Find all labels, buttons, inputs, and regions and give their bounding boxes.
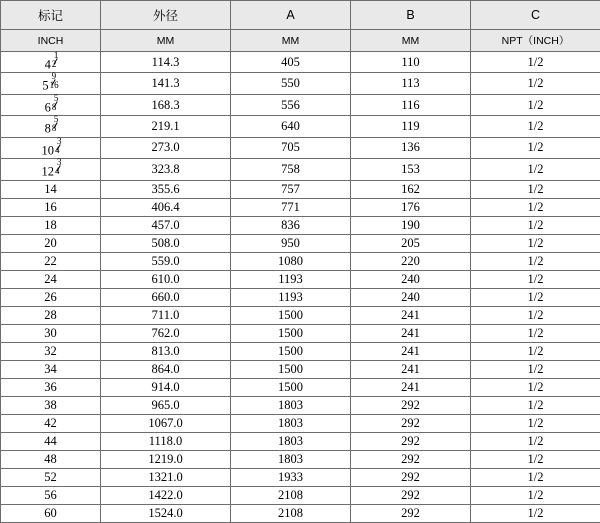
cell-b: 110 (351, 52, 471, 73)
fraction-denominator: 4 (55, 167, 60, 176)
cell-mark (1, 414, 101, 432)
cell-outer-diameter: 457.0 (101, 216, 231, 234)
mark-whole: 42 (44, 416, 57, 430)
cell-a: 640 (231, 116, 351, 137)
cell-mark (1, 252, 101, 270)
cell-outer-diameter: 711.0 (101, 306, 231, 324)
mark-whole: 14 (44, 182, 57, 196)
fraction-denominator: 2 (52, 60, 57, 69)
mark-whole: 30 (44, 326, 57, 340)
cell-outer-diameter: 141.3 (101, 73, 231, 94)
cell-mark (1, 180, 101, 198)
cell-b: 292 (351, 396, 471, 414)
cell-a: 1500 (231, 306, 351, 324)
cell-outer-diameter: 1067.0 (101, 414, 231, 432)
mark-whole: 16 (44, 200, 57, 214)
table-row (1, 378, 600, 396)
cell-b: 119 (351, 116, 471, 137)
cell-outer-diameter: 660.0 (101, 288, 231, 306)
mark-whole: 36 (44, 380, 57, 394)
cell-mark (1, 396, 101, 414)
cell-outer-diameter: 813.0 (101, 342, 231, 360)
cell-a: 1500 (231, 342, 351, 360)
cell-b: 292 (351, 450, 471, 468)
unit-a: MM (231, 30, 351, 52)
table-row (1, 414, 600, 432)
table-row (1, 94, 600, 115)
cell-a: 2108 (231, 486, 351, 504)
unit-outer-diameter: MM (101, 30, 231, 52)
table-row (1, 234, 600, 252)
fraction-numerator: 5 (54, 115, 59, 124)
table-row (1, 432, 600, 450)
table-row (1, 504, 600, 522)
cell-mark (1, 270, 101, 288)
column-header-outer-diameter: 外径 (101, 1, 231, 30)
cell-outer-diameter: 559.0 (101, 252, 231, 270)
cell-c: 1/2 (471, 137, 600, 158)
table-row (1, 450, 600, 468)
cell-c: 1/2 (471, 216, 600, 234)
fraction-denominator: 4 (55, 146, 60, 155)
mark-fraction (52, 52, 57, 70)
table-row (1, 137, 600, 158)
fraction-denominator: 8 (52, 124, 57, 133)
fraction-numerator: 3 (57, 158, 62, 167)
table-row (1, 342, 600, 360)
cell-c: 1/2 (471, 360, 600, 378)
table-row (1, 306, 600, 324)
cell-outer-diameter: 168.3 (101, 94, 231, 115)
cell-c: 1/2 (471, 73, 600, 94)
mark-whole: 28 (44, 308, 57, 322)
fraction-denominator: 16 (50, 81, 59, 90)
cell-mark (1, 234, 101, 252)
cell-mark (1, 306, 101, 324)
table-row (1, 159, 600, 180)
cell-a: 1803 (231, 414, 351, 432)
table-row (1, 468, 600, 486)
cell-mark (1, 288, 101, 306)
cell-b: 292 (351, 504, 471, 522)
mark-whole: 4 (45, 57, 51, 71)
table-row (1, 360, 600, 378)
mark-whole: 22 (44, 254, 57, 268)
mark-whole: 38 (44, 398, 57, 412)
fraction-numerator: 5 (54, 94, 59, 103)
cell-a: 1933 (231, 468, 351, 486)
cell-c: 1/2 (471, 52, 600, 73)
cell-b: 241 (351, 342, 471, 360)
cell-a: 1080 (231, 252, 351, 270)
cell-outer-diameter: 1524.0 (101, 504, 231, 522)
mark-whole: 20 (44, 236, 57, 250)
cell-a: 836 (231, 216, 351, 234)
column-header-mark: 标记 (1, 1, 101, 30)
column-header-a: A (231, 1, 351, 30)
cell-a: 757 (231, 180, 351, 198)
mark-fraction (50, 73, 59, 91)
cell-outer-diameter: 1422.0 (101, 486, 231, 504)
cell-b: 240 (351, 270, 471, 288)
cell-outer-diameter: 323.8 (101, 159, 231, 180)
cell-c: 1/2 (471, 504, 600, 522)
unit-b: MM (351, 30, 471, 52)
cell-mark (1, 360, 101, 378)
cell-a: 950 (231, 234, 351, 252)
mark-whole: 32 (44, 344, 57, 358)
cell-c: 1/2 (471, 378, 600, 396)
cell-b: 292 (351, 414, 471, 432)
cell-mark (1, 73, 101, 94)
cell-b: 176 (351, 198, 471, 216)
mark-whole: 56 (44, 488, 57, 502)
cell-mark (1, 198, 101, 216)
cell-mark (1, 378, 101, 396)
cell-a: 771 (231, 198, 351, 216)
cell-mark (1, 342, 101, 360)
cell-a: 1500 (231, 378, 351, 396)
fraction-numerator: 1 (54, 51, 59, 60)
cell-c: 1/2 (471, 306, 600, 324)
cell-c: 1/2 (471, 94, 600, 115)
mark-fraction (55, 159, 60, 177)
mark-fraction (52, 116, 57, 134)
cell-a: 758 (231, 159, 351, 180)
cell-b: 136 (351, 137, 471, 158)
cell-mark (1, 432, 101, 450)
table-row (1, 270, 600, 288)
cell-mark (1, 116, 101, 137)
cell-c: 1/2 (471, 486, 600, 504)
table-row (1, 288, 600, 306)
mark-whole: 24 (44, 272, 57, 286)
table-row (1, 73, 600, 94)
mark-whole: 10 (42, 143, 55, 157)
cell-c: 1/2 (471, 116, 600, 137)
cell-outer-diameter: 355.6 (101, 180, 231, 198)
cell-c: 1/2 (471, 252, 600, 270)
cell-c: 1/2 (471, 180, 600, 198)
cell-b: 241 (351, 360, 471, 378)
cell-c: 1/2 (471, 432, 600, 450)
cell-b: 240 (351, 288, 471, 306)
cell-outer-diameter: 406.4 (101, 198, 231, 216)
cell-b: 113 (351, 73, 471, 94)
mark-whole: 48 (44, 452, 57, 466)
cell-a: 405 (231, 52, 351, 73)
cell-c: 1/2 (471, 159, 600, 180)
mark-whole: 18 (44, 218, 57, 232)
cell-a: 1500 (231, 324, 351, 342)
mark-fraction (52, 95, 57, 113)
cell-a: 1803 (231, 432, 351, 450)
unit-mark: INCH (1, 30, 101, 52)
table-row (1, 252, 600, 270)
table-unit-row (1, 30, 600, 52)
cell-c: 1/2 (471, 396, 600, 414)
cell-c: 1/2 (471, 234, 600, 252)
mark-fraction (55, 138, 60, 156)
cell-b: 190 (351, 216, 471, 234)
fraction-numerator: 3 (57, 137, 62, 146)
cell-mark (1, 94, 101, 115)
cell-mark (1, 450, 101, 468)
table-row (1, 324, 600, 342)
table-row (1, 52, 600, 73)
table-row (1, 116, 600, 137)
column-header-c: C (471, 1, 600, 30)
cell-mark (1, 159, 101, 180)
cell-b: 292 (351, 432, 471, 450)
mark-whole: 52 (44, 470, 57, 484)
mark-whole: 26 (44, 290, 57, 304)
cell-outer-diameter: 1219.0 (101, 450, 231, 468)
cell-b: 220 (351, 252, 471, 270)
mark-whole: 12 (42, 165, 55, 179)
table-row (1, 180, 600, 198)
cell-b: 241 (351, 306, 471, 324)
cell-c: 1/2 (471, 342, 600, 360)
table-row (1, 198, 600, 216)
cell-outer-diameter: 965.0 (101, 396, 231, 414)
cell-b: 162 (351, 180, 471, 198)
cell-b: 292 (351, 468, 471, 486)
mark-whole: 5 (42, 79, 48, 93)
cell-mark (1, 137, 101, 158)
fraction-numerator: 9 (52, 72, 61, 81)
cell-a: 1803 (231, 396, 351, 414)
cell-mark (1, 468, 101, 486)
cell-a: 705 (231, 137, 351, 158)
cell-c: 1/2 (471, 468, 600, 486)
mark-whole: 34 (44, 362, 57, 376)
cell-outer-diameter: 1321.0 (101, 468, 231, 486)
cell-mark (1, 486, 101, 504)
cell-c: 1/2 (471, 288, 600, 306)
mark-whole: 6 (45, 100, 51, 114)
table-row (1, 486, 600, 504)
cell-b: 205 (351, 234, 471, 252)
cell-b: 292 (351, 486, 471, 504)
cell-b: 116 (351, 94, 471, 115)
cell-a: 1500 (231, 360, 351, 378)
fraction-denominator: 8 (52, 103, 57, 112)
cell-a: 1193 (231, 288, 351, 306)
column-header-b: B (351, 1, 471, 30)
cell-outer-diameter: 219.1 (101, 116, 231, 137)
cell-outer-diameter: 1118.0 (101, 432, 231, 450)
unit-c: NPT（INCH） (471, 30, 600, 52)
cell-c: 1/2 (471, 198, 600, 216)
table-body (1, 52, 600, 523)
mark-whole: 8 (45, 122, 51, 136)
cell-outer-diameter: 273.0 (101, 137, 231, 158)
cell-a: 1193 (231, 270, 351, 288)
cell-c: 1/2 (471, 270, 600, 288)
cell-a: 1803 (231, 450, 351, 468)
cell-b: 153 (351, 159, 471, 180)
cell-a: 550 (231, 73, 351, 94)
cell-outer-diameter: 508.0 (101, 234, 231, 252)
cell-outer-diameter: 610.0 (101, 270, 231, 288)
cell-b: 241 (351, 378, 471, 396)
table-row (1, 396, 600, 414)
cell-outer-diameter: 762.0 (101, 324, 231, 342)
mark-whole: 44 (44, 434, 57, 448)
cell-a: 556 (231, 94, 351, 115)
cell-outer-diameter: 864.0 (101, 360, 231, 378)
cell-mark (1, 216, 101, 234)
cell-mark (1, 504, 101, 522)
cell-b: 241 (351, 324, 471, 342)
cell-mark (1, 52, 101, 73)
table-header-row (1, 1, 600, 30)
cell-c: 1/2 (471, 324, 600, 342)
cell-c: 1/2 (471, 414, 600, 432)
mark-whole: 60 (44, 506, 57, 520)
cell-outer-diameter: 914.0 (101, 378, 231, 396)
cell-a: 2108 (231, 504, 351, 522)
cell-mark (1, 324, 101, 342)
cell-c: 1/2 (471, 450, 600, 468)
cell-outer-diameter: 114.3 (101, 52, 231, 73)
table-row (1, 216, 600, 234)
